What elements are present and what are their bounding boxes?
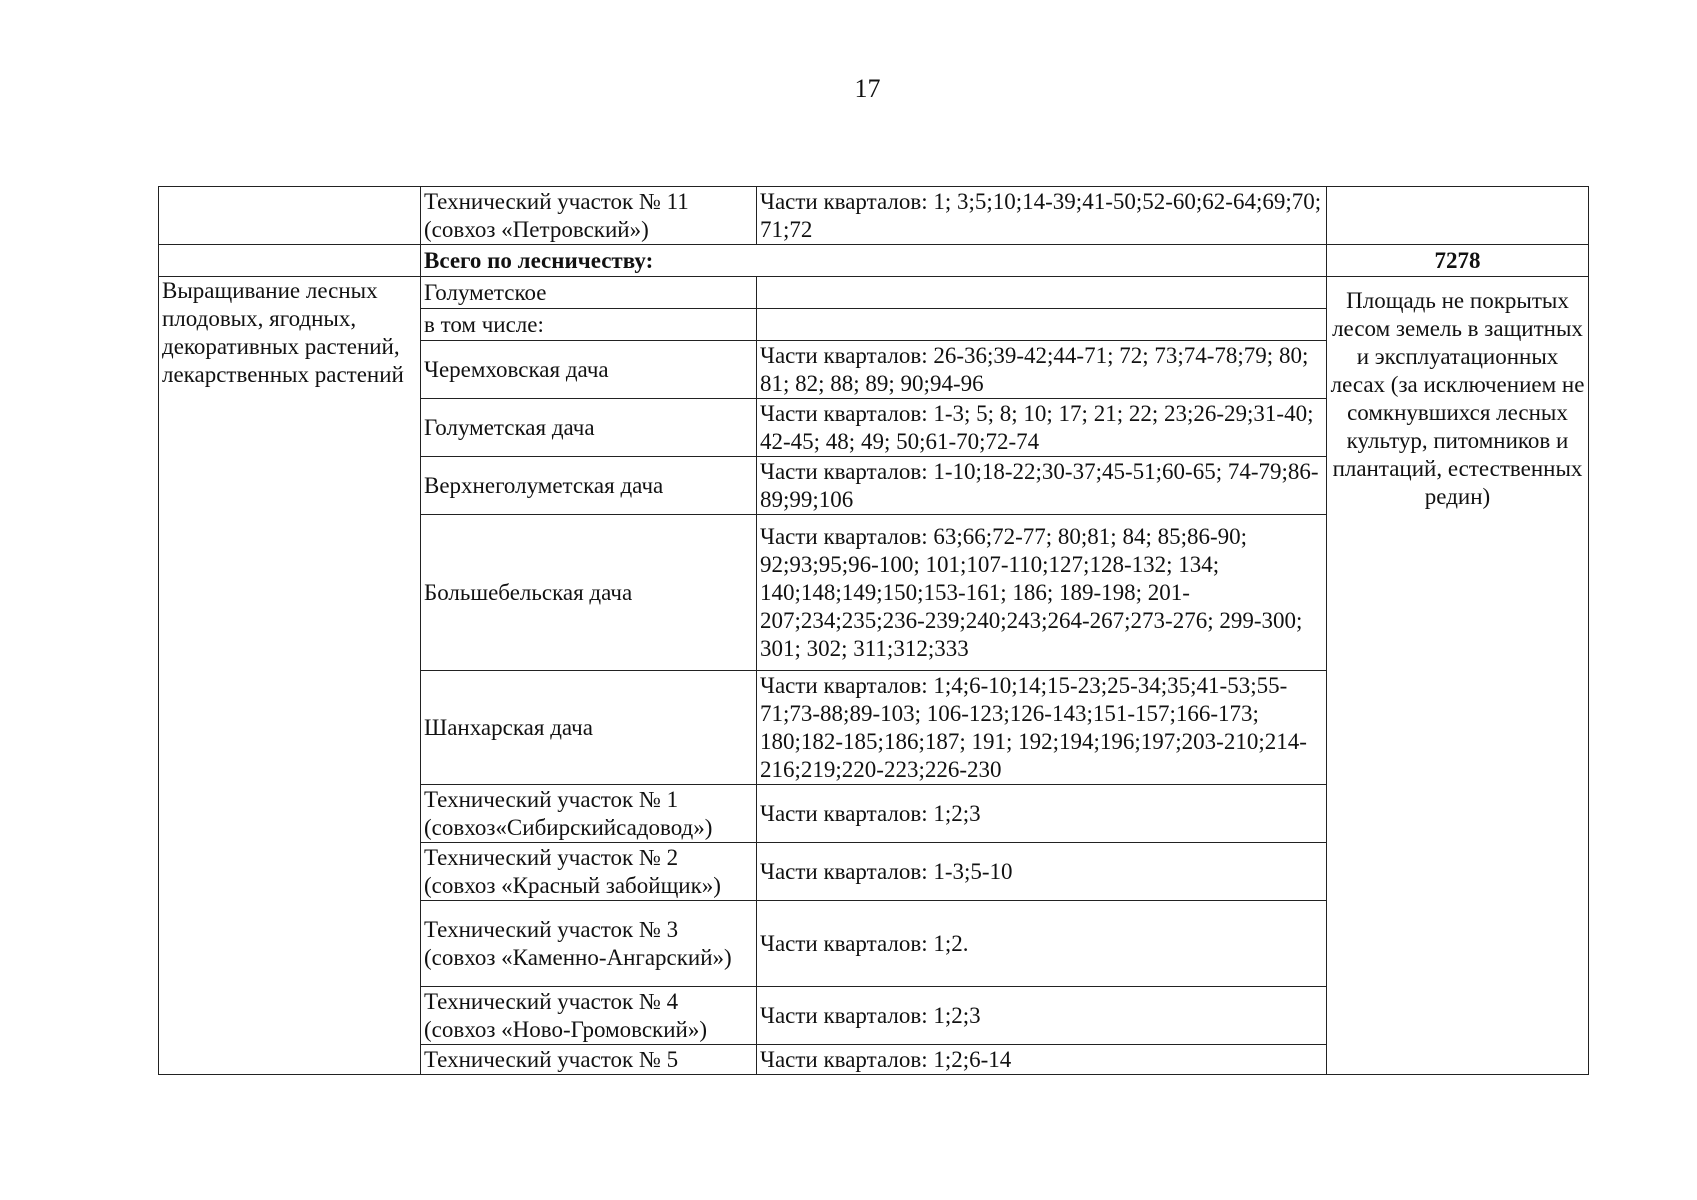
forestry-name: Голуметское xyxy=(421,277,757,309)
quarters-cell: Части кварталов: 1; 3;5;10;14-39;41-50;52-60;62-64;69;70; 71;72 xyxy=(757,187,1327,245)
site-name-cell: Технический участок № 4 (совхоз «Ново-Громовский») xyxy=(421,987,757,1045)
site-name-cell: Черемховская дача xyxy=(421,341,757,399)
quarters-cell: Части кварталов: 63;66;72-77; 80;81; 84; 85;86-90; 92;93;95;96-100; 101;107-110;127;128-132; 134; 140;148;149;150;153-161; 186; 189-198; 201-207;234;235;236-239;240;243;264-267;273-276; 299-300; 301; 302; 311;312;333 xyxy=(757,515,1327,671)
quarters-cell: Части кварталов: 26-36;39-42;44-71; 72; 73;74-78;79; 80; 81; 82; 88; 89; 90;94-96 xyxy=(757,341,1327,399)
purpose-cell: Выращивание лесных плодовых, ягодных, декоративных растений, лекарственных растений xyxy=(159,277,421,1075)
quarters-cell-empty xyxy=(757,309,1327,341)
quarters-cell: Части кварталов: 1;2;3 xyxy=(757,987,1327,1045)
land-type-cell-empty xyxy=(1327,187,1589,245)
site-name-cell: Верхнеголуметская дача xyxy=(421,457,757,515)
page-number: 17 xyxy=(854,74,881,103)
site-name-cell: Технический участок № 3 (совхоз «Каменно-Ангарский») xyxy=(421,901,757,987)
quarters-cell: Части кварталов: 1;2. xyxy=(757,901,1327,987)
table-row xyxy=(159,187,1589,245)
site-name-cell: Шанхарская дача xyxy=(421,671,757,785)
site-name-cell: Технический участок № 5 xyxy=(421,1045,757,1075)
quarters-cell: Части кварталов: 1;4;6-10;14;15-23;25-34;35;41-53;55-71;73-88;89-103; 106-123;126-143;151-157;166-173; 180;182-185;186;187; 191; 192;194;196;197;203-210;214-216;219;220-223;226-230 xyxy=(757,671,1327,785)
total-label: Всего по лесничеству: xyxy=(421,245,1327,277)
site-name-cell: Технический участок № 11 (совхоз «Петровский») xyxy=(421,187,757,245)
quarters-cell: Части кварталов: 1;2;3 xyxy=(757,785,1327,843)
total-row xyxy=(159,245,1589,277)
quarters-cell: Части кварталов: 1-3; 5; 8; 10; 17; 21; 22; 23;26-29;31-40; 42-45; 48; 49; 50;61-70;72-74 xyxy=(757,399,1327,457)
including-label: в том числе: xyxy=(421,309,757,341)
table-row xyxy=(159,277,1589,309)
quarters-cell: Части кварталов: 1;2;6-14 xyxy=(757,1045,1327,1075)
forestry-table xyxy=(158,186,1589,1075)
purpose-cell-empty xyxy=(159,245,421,277)
quarters-cell: Части кварталов: 1-10;18-22;30-37;45-51;60-65; 74-79;86-89;99;106 xyxy=(757,457,1327,515)
land-type-cell: Площадь не покрытых лесом земель в защитных и эксплуатационных лесах (за исключением не сомкнувшихся лесных культур, питомников и плантаций, естественных редин) xyxy=(1327,277,1589,1075)
purpose-cell-empty xyxy=(159,187,421,245)
total-value: 7278 xyxy=(1327,245,1589,277)
site-name-cell: Технический участок № 1 (совхоз«Сибирскийсадовод») xyxy=(421,785,757,843)
quarters-cell: Части кварталов: 1-3;5-10 xyxy=(757,843,1327,901)
quarters-cell-empty xyxy=(757,277,1327,309)
site-name-cell: Большебельская дача xyxy=(421,515,757,671)
site-name-cell: Технический участок № 2 (совхоз «Красный забойщик») xyxy=(421,843,757,901)
site-name-cell: Голуметская дача xyxy=(421,399,757,457)
